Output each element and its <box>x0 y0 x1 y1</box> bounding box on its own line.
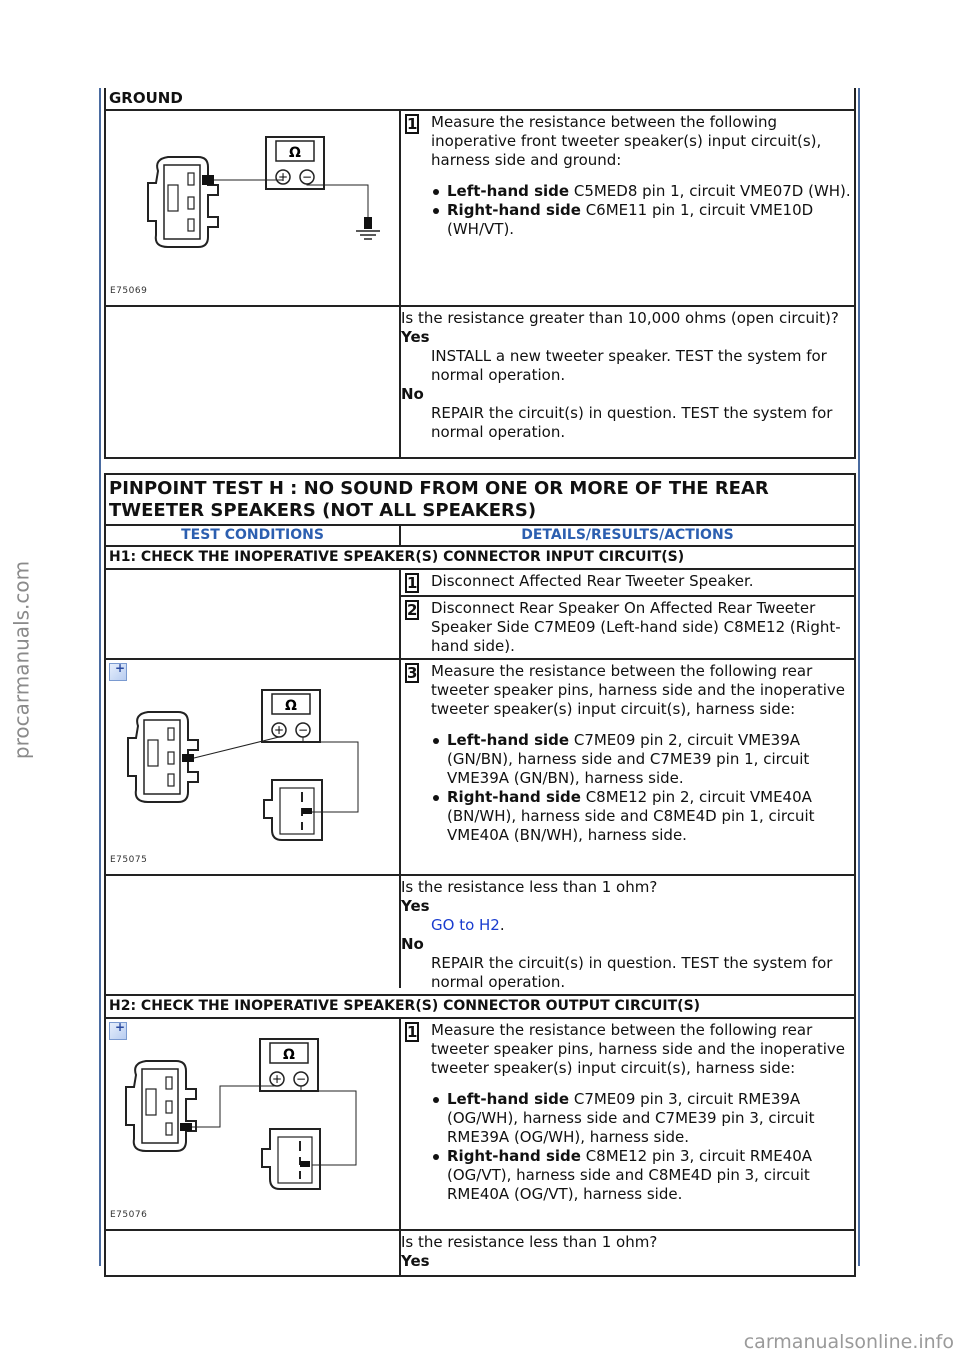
svg-text:−: − <box>301 170 313 184</box>
question-text: Is the resistance less than 1 ohm? <box>401 878 658 896</box>
no-text: REPAIR the circuit(s) in question. TEST the system for normal operation. <box>431 404 833 441</box>
yes-text: INSTALL a new tweeter speaker. TEST the system for normal operation. <box>431 347 827 384</box>
step-number: 2 <box>407 601 418 619</box>
list-item: Left-hand side C7ME09 pin 3, circuit RME39A (OG/WH), harness side and C7ME39 pin 3, circuit RME39A (OG/WH), harness side. <box>429 1090 854 1147</box>
svg-text:Ω: Ω <box>285 698 297 714</box>
svg-text:−: − <box>297 723 309 737</box>
figure-id: E75076 <box>110 1210 148 1220</box>
step <box>401 1019 854 1206</box>
steps-cell <box>401 111 854 305</box>
manual-page <box>104 88 856 1277</box>
step-number: 3 <box>407 664 418 682</box>
step-text: Disconnect Affected Rear Tweeter Speaker. <box>431 572 754 590</box>
step-text: Measure the resistance between the following rear tweeter speaker pins, harness side and the inoperative tweeter speaker(s) input circuit(s), harness side: <box>431 1021 845 1077</box>
result-cell <box>401 1231 854 1275</box>
result-cell <box>401 876 854 994</box>
empty-cell <box>106 570 401 658</box>
step-number: 1 <box>407 1023 418 1041</box>
list-item: Left-hand side C5MED8 pin 1, circuit VME07D (WH). <box>429 182 854 201</box>
step-number: 1 <box>407 574 418 592</box>
figure-id: E75075 <box>110 855 148 865</box>
step-text: Measure the resistance between the following inoperative front tweeter speaker(s) input circuit(s), harness side and ground: <box>431 113 822 169</box>
yes-text: GO to H2. <box>431 916 505 934</box>
step <box>401 595 854 658</box>
left-margin-rule <box>99 88 101 1266</box>
step-text: Disconnect Rear Speaker On Affected Rear Tweeter Speaker Side C7ME09 (Left-hand side) C8ME12 (Right-hand side). <box>431 599 841 655</box>
svg-text:+: + <box>277 170 289 184</box>
question-text: Is the resistance less than 1 ohm? <box>401 1233 658 1251</box>
steps-cell <box>401 660 854 874</box>
svg-text:+: + <box>271 1072 283 1086</box>
bullet-list <box>429 1090 854 1204</box>
pinpoint-title: PINPOINT TEST H : NO SOUND FROM ONE OR MORE OF THE REAR TWEETER SPEAKERS (NOT ALL SPEAKERS) <box>109 478 769 521</box>
h2-diagram <box>106 1019 396 1227</box>
steps-cell <box>401 570 854 658</box>
zoom-icon[interactable] <box>109 663 127 681</box>
h2-header: H2: CHECK THE INOPERATIVE SPEAKER(S) CONNECTOR OUTPUT CIRCUIT(S) <box>106 996 854 1019</box>
col-header-conditions: TEST CONDITIONS <box>106 526 401 545</box>
h1-diagram <box>106 660 396 872</box>
section-header: GROUND <box>106 88 854 111</box>
ground-diagram <box>106 111 396 305</box>
diagram-cell <box>106 111 401 305</box>
col-header-details: DETAILS/RESULTS/ACTIONS <box>521 527 734 543</box>
go-to-h2-link[interactable]: GO to H2 <box>431 916 500 934</box>
list-item: Right-hand side C6ME11 pin 1, circuit VME10D (WH/VT). <box>429 201 854 239</box>
empty-cell <box>106 307 401 457</box>
list-item: Right-hand side C8ME12 pin 3, circuit RME40A (OG/VT), harness side and C8ME4D pin 3, circuit RME40A (OG/VT), harness side. <box>429 1147 854 1204</box>
bottom-watermark: carmanualsonline.info <box>743 1331 954 1353</box>
no-label: No <box>401 385 424 403</box>
bullet-list <box>429 182 854 239</box>
yes-label: Yes <box>401 897 430 915</box>
yes-label: Yes <box>401 1252 430 1270</box>
list-item: Left-hand side C7ME09 pin 2, circuit VME39A (GN/BN), harness side and C7ME39 pin 1, circuit VME39A (GN/BN), harness side. <box>429 731 854 788</box>
h1-header: H1: CHECK THE INOPERATIVE SPEAKER(S) CONNECTOR INPUT CIRCUIT(S) <box>106 547 854 570</box>
svg-text:+: + <box>273 723 285 737</box>
list-item: Right-hand side C8ME12 pin 2, circuit VME40A (BN/WH), harness side and C8ME4D pin 1, circuit VME40A (BN/WH), harness side. <box>429 788 854 845</box>
yes-label: Yes <box>401 328 430 346</box>
figure-id: E75069 <box>110 286 148 296</box>
zoom-icon[interactable] <box>109 1022 127 1040</box>
step-number: 1 <box>407 115 418 133</box>
bullet-list <box>429 731 854 845</box>
svg-text:−: − <box>295 1072 307 1086</box>
diagram-cell <box>106 660 401 874</box>
svg-text:Ω: Ω <box>289 145 301 161</box>
svg-text:Ω: Ω <box>283 1047 295 1063</box>
ground-section <box>104 88 856 459</box>
empty-cell <box>106 1231 401 1275</box>
steps-cell <box>401 1019 854 1229</box>
no-label: No <box>401 935 424 953</box>
right-margin-rule <box>858 88 860 1266</box>
side-watermark: procarmanuals.com <box>9 560 34 760</box>
step <box>401 660 854 847</box>
question-text: Is the resistance greater than 10,000 ohms (open circuit)? <box>401 309 839 327</box>
result-cell <box>401 307 854 457</box>
step <box>401 111 854 241</box>
column-headers <box>106 524 854 547</box>
empty-cell <box>106 876 401 988</box>
no-text: REPAIR the circuit(s) in question. TEST the system for normal operation. <box>431 954 833 991</box>
step <box>401 570 854 595</box>
step-text: Measure the resistance between the following rear tweeter speaker pins, harness side and the inoperative tweeter speaker(s) input circuit(s), harness side: <box>431 662 845 718</box>
pinpoint-test-h <box>104 473 856 1277</box>
diagram-cell <box>106 1019 401 1229</box>
